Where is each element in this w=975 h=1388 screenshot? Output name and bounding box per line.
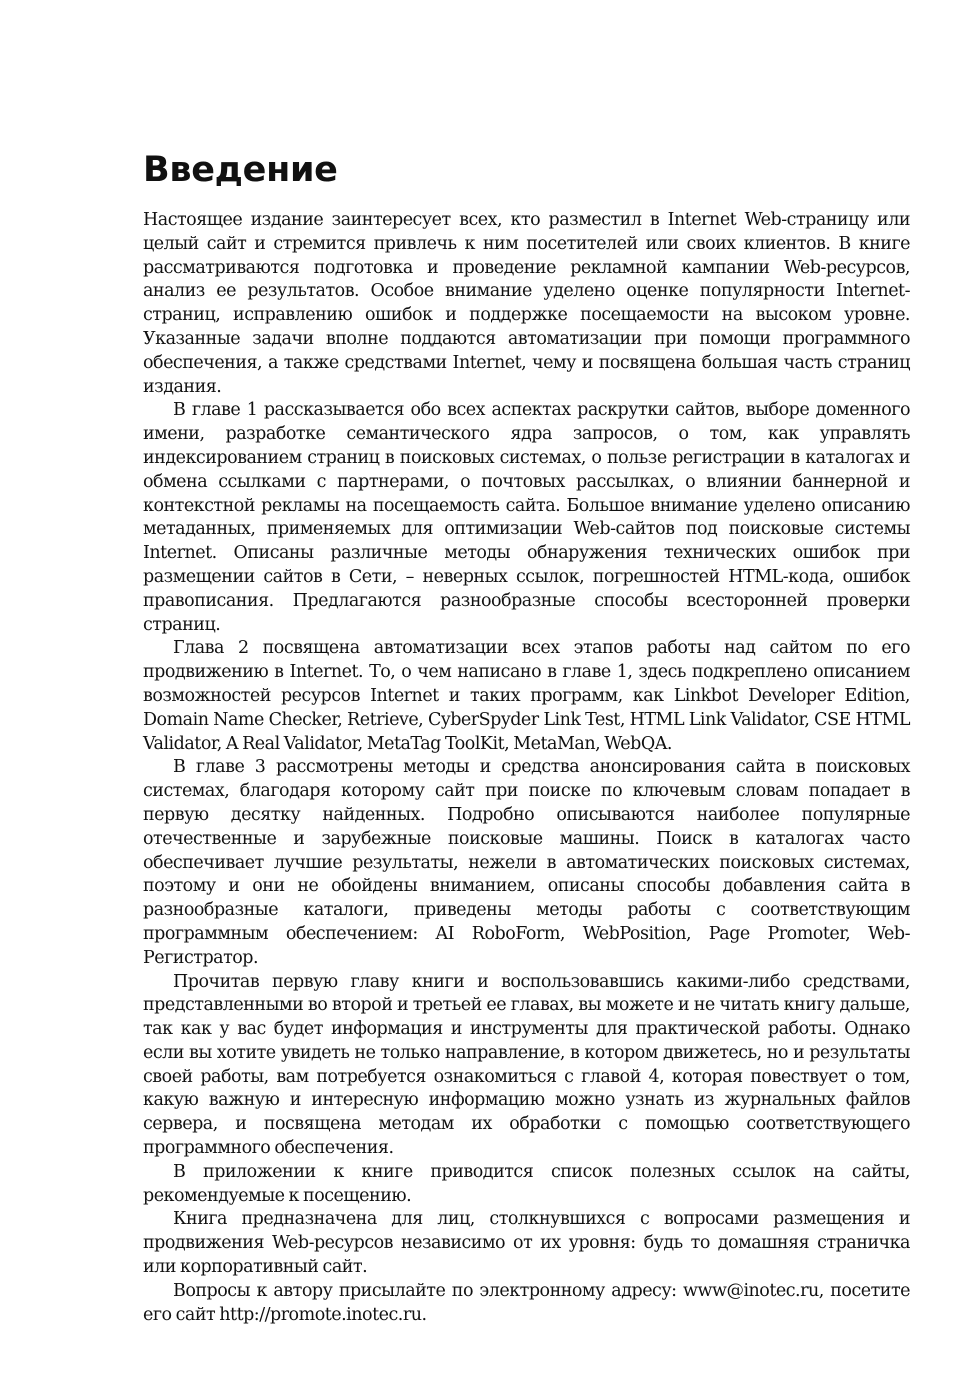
paragraph-audience: Книга предназначена для лиц, столкнувшихся с вопросами размещения и продвижения Web-ресурсов независимо от их уровня: будь то домашняя страничка или корпоративный сайт. — [143, 1209, 910, 1278]
chapter-title: Введение — [143, 150, 338, 190]
paragraph-chapter-1: В главе 1 рассказывается обо всех аспектах раскрутки сайтов, выборе доменного имени, разработке семантического ядра запросов, о том, как управлять индексированием страниц в поисковых системах, о пользе регистрации в каталогах и обмена ссылками с партнерами, о почтовых рассылках, о влиянии баннерной и контекстной рекламы на посещаемость сайта. Большое внимание уделено описанию метаданных, применяемых для оптимизации Web-сайтов под поисковые системы Internet. Описаны различные методы обнаружения технических ошибок при размещении сайтов в Сети, – неверных ссылок, погрешностей HTML-кода, ошибок правописания. Предлагаются разнообразные способы всесторонней проверки страниц. — [143, 400, 910, 635]
paragraph-intro: Настоящее издание заинтересует всех, кто разместил в Internet Web-страницу или целый сайт и стремится привлечь к ним посетителей или своих клиентов. В книге рассматриваются подготовка и проведение рекламной кампании Web-ресурсов, анализ ее результатов. Особое внимание уделено оценке популярности Internet-страниц, исправлению ошибок и поддержке посещаемости на высоком уровне. Указанные задачи вполне поддаются автоматизации при помощи программного обеспечения, а также средствами Internet, чему и посвящена большая часть страниц издания. — [143, 210, 910, 397]
chapter-body — [143, 209, 910, 1327]
paragraph-chapter-4: Прочитав первую главу книги и воспользовавшись какими-либо средствами, представленными во второй и третьей ее главах, вы можете и не читать книгу дальше, так как у вас будет информация и инструменты для практической работы. Однако если вы хотите увидеть не только направление, в котором движетесь, но и результаты своей работы, вам потребуется ознакомиться с главой 4, которая повествует о том, какую важную и интересную информацию можно узнать из журнальных файлов сервера, и посвящена методам их обработки с помощью соответствующего программного обеспечения. — [143, 971, 910, 1159]
paragraph-chapter-2: Глава 2 посвящена автоматизации всех этапов работы над сайтом по его продвижению в Internet. То, о чем написано в главе 1, здесь подкреплено описанием возможностей ресурсов Internet и таких программ, как Linkbot Developer Edition, Domain Name Checker, Retrieve, CyberSpyder Link Test, HTML Link Validator, CSE HTML Validator, A Real Validator, MetaTag ToolKit, MetaMan, WebQA. — [143, 638, 910, 754]
book-page — [143, 148, 910, 1327]
paragraph-appendix: В приложении к книге приводится список полезных ссылок на сайты, рекомендуемые к посещению. — [143, 1161, 910, 1206]
paragraph-contacts: Вопросы к автору присылайте по электронному адресу: www@inotec.ru, посетите его сайт http://promote.inotec.ru. — [143, 1280, 910, 1325]
paragraph-chapter-3: В главе 3 рассмотрены методы и средства анонсирования сайта в поисковых системах, благодаря которому сайт при поиске по ключевым словам попадает в первую десятку найденных. Подробно описываются наиболее популярные отечественные и зарубежные поисковые машины. Поиск в каталогах часто обеспечивает лучшие результаты, нежели в автоматических поисковых системах, поэтому и они не обойдены вниманием, описаны способы добавления сайта в разнообразные каталоги, приведены методы работы с соответствующим программным обеспечением: AI RoboForm, WebPosition, Page Promoter, Web-Регистратор. — [143, 757, 910, 968]
